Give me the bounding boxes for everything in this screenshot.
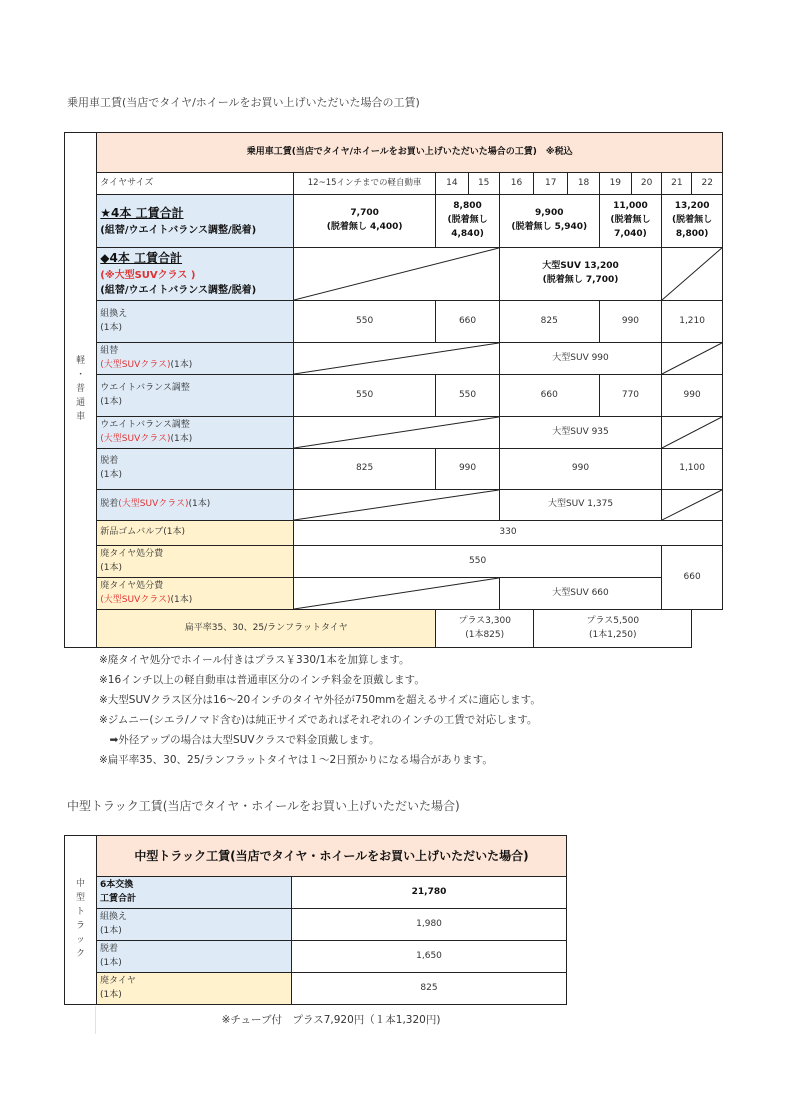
tire-size-label: タイヤサイズ [97, 173, 294, 195]
truck-haitire-value: 825 [292, 973, 567, 1005]
total4-21-22: 13,200 (脱着無し 8,800) [662, 195, 723, 248]
haitire-row [65, 546, 723, 578]
truck-row [65, 909, 567, 941]
truck-note: ※チューブ付 プラス7,920円（１本1,320円) [221, 1014, 441, 1026]
note-line: ※扁平率35、30、25/ランフラットタイヤは１～2日預かりになる場合があります。 [99, 754, 493, 766]
kumikae-21-22: 1,210 [662, 301, 723, 343]
truck-row [65, 877, 567, 909]
size-18: 18 [568, 173, 599, 195]
note-line: ※ジムニー(シエラ/ノマド含む)は純正サイズであればそれぞれのインチの工賃で対応します。 [99, 714, 538, 726]
valve-row [65, 521, 723, 546]
suv-total-row [65, 248, 723, 301]
balance-14-15: 550 [436, 375, 500, 417]
truck-caption: 中型トラック工賃(当店でタイヤ・ホイールをお買い上げいただいた場合) [67, 799, 460, 813]
kumikae-suv-value: 大型SUV 990 [499, 343, 661, 375]
haitire-21-22: 660 [662, 546, 723, 610]
total4-label-cell: ★4本 工賃合計 (組替/ウエイトバランス調整/脱着) [97, 195, 294, 248]
flat-label: 扁平率35、30、25/ランフラットタイヤ [97, 610, 436, 648]
haitire-suv-row [65, 578, 723, 610]
kumikae-label: 組換え (1本) [97, 301, 294, 343]
passenger-caption: 乗用車工賃(当店でタイヤ/ホイールをお買い上げいただいた場合の工賃) [67, 96, 420, 109]
note-line: ※廃タイヤ処分でホイール付きはプラス￥330/1本を加算します。 [99, 654, 410, 666]
side-label-kei-futsu: 軽 ・ 普 通 車 [65, 133, 97, 648]
suv-total-label-cell: ◆4本 工賃合計 (※大型SUVクラス ) (組替/ウエイトバランス調整/脱着) [97, 248, 294, 301]
passenger-table-title: 乗用車工賃(当店でタイヤ/ホイールをお買い上げいただいた場合の工賃) ※税込 [97, 133, 723, 173]
balance-21-22: 990 [662, 375, 723, 417]
truck-kumikae-label: 組換え (1本) [97, 909, 292, 941]
passenger-notes [99, 650, 541, 770]
balance-19-20: 770 [599, 375, 662, 417]
kumikae-19-20: 990 [599, 301, 662, 343]
kumikae-suv-row [65, 343, 723, 375]
kumikae-14-15: 660 [436, 301, 500, 343]
truck-total-value: 21,780 [292, 877, 567, 909]
size-17: 17 [534, 173, 568, 195]
dattyaku-label: 脱着 (1本) [97, 449, 294, 490]
balance-suv-label: ウエイトバランス調整 (大型SUVクラス)(1本) [97, 417, 294, 449]
passenger-price-table [64, 132, 723, 648]
truck-dattyaku-value: 1,650 [292, 941, 567, 973]
flat-row [65, 610, 723, 648]
size-20: 20 [631, 173, 661, 195]
dattyaku-suv-row [65, 490, 723, 521]
not-applicable-diagonal [294, 248, 500, 301]
balance-row [65, 375, 723, 417]
note-line: ※大型SUVクラス区分は16～20インチのタイヤ外径が750mmを超えるサイズに適応します。 [99, 694, 541, 706]
balance-suv-row [65, 417, 723, 449]
truck-row [65, 973, 567, 1005]
note-line: ※16インチ以上の軽自動車は普通車区分のインチ料金を頂戴します。 [99, 674, 425, 686]
dattyaku-kei: 825 [294, 449, 436, 490]
not-applicable-diagonal [662, 490, 723, 521]
not-applicable-diagonal [294, 417, 500, 449]
total4-14-15: 8,800 (脱着無し 4,840) [436, 195, 500, 248]
flat-value-1: プラス3,300 (1本825) [436, 610, 534, 648]
tire-size-header-row [65, 173, 723, 195]
not-applicable-diagonal [662, 343, 723, 375]
truck-total-label: 6本交換 工賃合計 [97, 877, 292, 909]
size-21: 21 [662, 173, 692, 195]
truck-row [65, 941, 567, 973]
size-15: 15 [468, 173, 499, 195]
side-label-truck: 中 型 ト ラ ッ ク [65, 836, 97, 1005]
balance-16-18: 660 [499, 375, 599, 417]
truck-dattyaku-label: 脱着 (1本) [97, 941, 292, 973]
haitire-label: 廃タイヤ処分費 (1本) [97, 546, 294, 578]
haitire-suv-label: 廃タイヤ処分費 (大型SUVクラス)(1本) [97, 578, 294, 610]
size-16: 16 [499, 173, 533, 195]
valve-label: 新品ゴムバルブ(1本) [97, 521, 294, 546]
not-applicable-diagonal [294, 490, 500, 521]
note-line: ➡外径アップの場合は大型SUVクラスで料金頂戴します。 [99, 734, 380, 746]
haitire-value: 550 [294, 546, 662, 578]
dattyaku-21-22: 1,100 [662, 449, 723, 490]
size-kei: 12~15インチまでの軽自動車 [294, 173, 436, 195]
kumikae-suv-label: 組替 (大型SUVクラス)(1本) [97, 343, 294, 375]
suv-total-value: 大型SUV 13,200 (脱着無し 7,700) [499, 248, 661, 301]
haitire-suv-value: 大型SUV 660 [499, 578, 661, 610]
total4-row [65, 195, 723, 248]
total4-19-20: 11,000 (脱着無し 7,040) [599, 195, 662, 248]
kumikae-row [65, 301, 723, 343]
flat-value-2: プラス5,500 (1本1,250) [534, 610, 692, 648]
balance-label: ウエイトバランス調整 (1本) [97, 375, 294, 417]
not-applicable-diagonal [662, 248, 723, 301]
size-14: 14 [436, 173, 468, 195]
size-19: 19 [599, 173, 631, 195]
dattyaku-14-15: 990 [436, 449, 500, 490]
total4-kei: 7,700 (脱着無し 4,400) [294, 195, 436, 248]
dattyaku-16-20: 990 [499, 449, 661, 490]
kumikae-16-18: 825 [499, 301, 599, 343]
kumikae-kei: 550 [294, 301, 436, 343]
truck-table-title: 中型トラック工賃(当店でタイヤ・ホイールをお買い上げいただいた場合) [97, 836, 567, 877]
not-applicable-diagonal [662, 417, 723, 449]
size-22: 22 [692, 173, 723, 195]
balance-suv-value: 大型SUV 935 [499, 417, 661, 449]
truck-kumikae-value: 1,980 [292, 909, 567, 941]
truck-haitire-label: 廃タイヤ (1本) [97, 973, 292, 1005]
not-applicable-diagonal [294, 343, 500, 375]
dattyaku-row [65, 449, 723, 490]
truck-price-table [64, 835, 567, 1005]
balance-kei: 550 [294, 375, 436, 417]
not-applicable-diagonal [294, 578, 500, 610]
valve-value: 330 [294, 521, 723, 546]
total4-16-18: 9,900 (脱着無し 5,940) [499, 195, 599, 248]
dattyaku-suv-value: 大型SUV 1,375 [499, 490, 661, 521]
dattyaku-suv-label: 脱着(大型SUVクラス)(1本) [97, 490, 294, 521]
